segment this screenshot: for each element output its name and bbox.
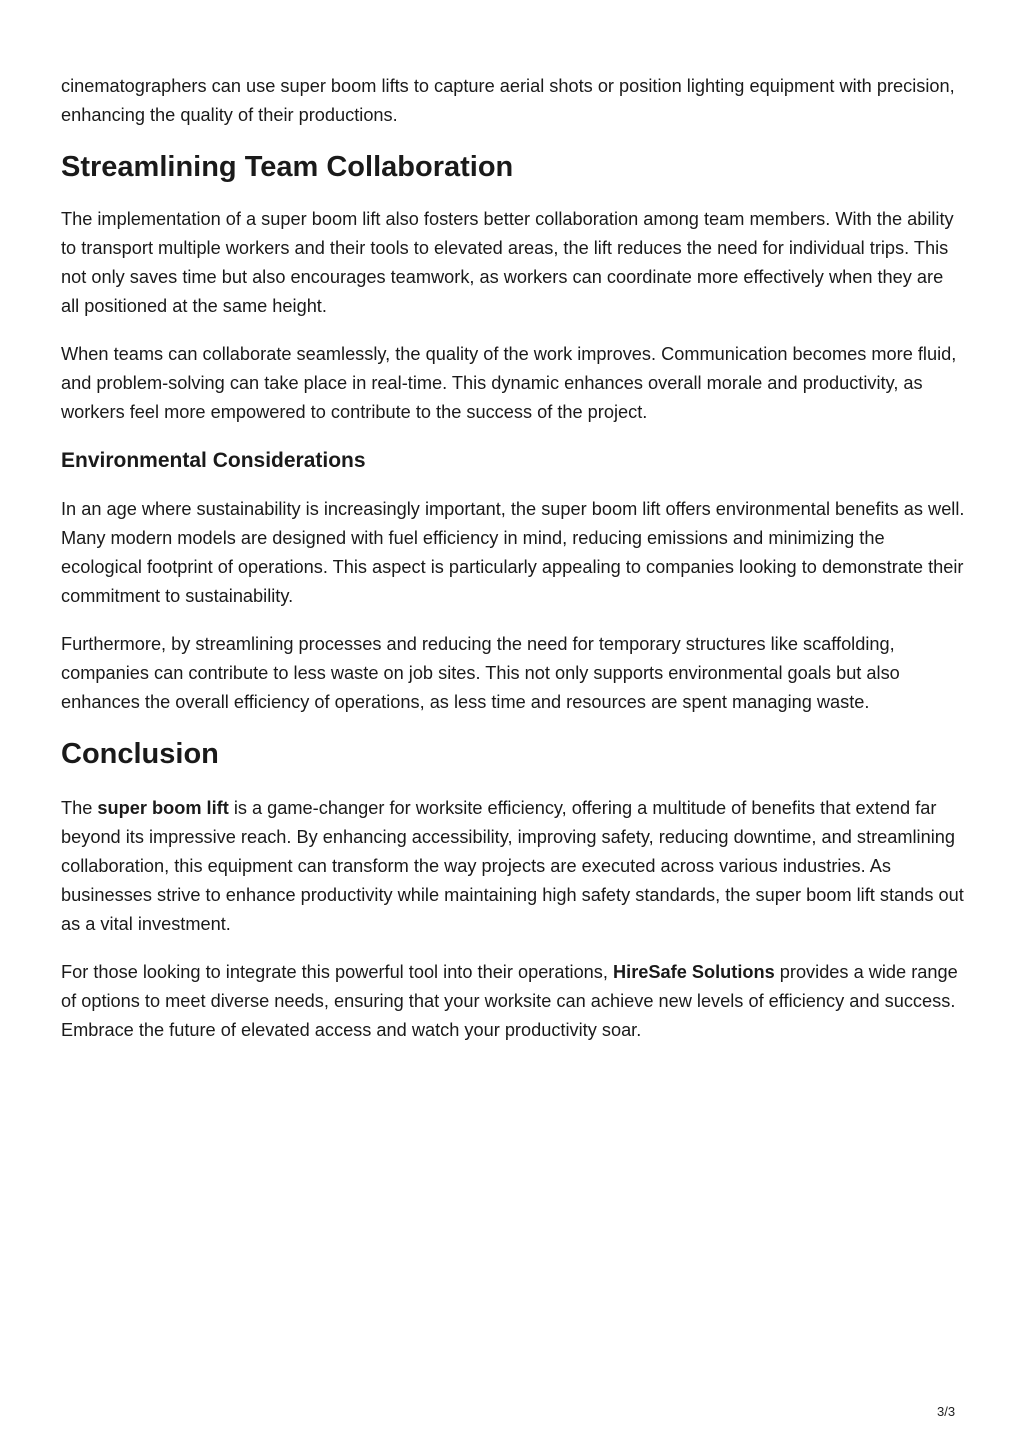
paragraph-environmental-2: Furthermore, by streamlining processes and reducing the need for temporary structures like scaffolding, companies can contribute to less waste on job sites. This not only supports environmental goals but also enhances the overall efficiency of operations, as less time and resources are spent managing waste. (61, 634, 900, 712)
conclusion-1-text-after: is a game-changer for worksite efficiency, offering a multitude of benefits that extend far beyond its impressive reach. By enhancing accessibility, improving safety, reducing downtime, and streamlining collaboration, this equipment can transform the way projects are executed across various industries. As businesses strive to enhance productivity while maintaining high safety standards, the super boom lift stands out as a vital investment. (61, 798, 964, 934)
paragraph-environmental-1: In an age where sustainability is increasingly important, the super boom lift offers environmental benefits as well. Many modern models are designed with fuel efficiency in mind, reducing emissions and minimizing the ecological footprint of operations. This aspect is particularly appealing to companies looking to demonstrate their commitment to sustainability. (61, 499, 965, 606)
paragraph-collaboration-1: The implementation of a super boom lift also fosters better collaboration among team members. With the ability to transport multiple workers and their tools to elevated areas, the lift reduces the need for individual trips. This not only saves time but also encourages teamwork, as workers can coordinate more effectively when they are all positioned at the same height. (61, 209, 954, 316)
paragraph-conclusion-2 (61, 958, 966, 1045)
section-heading-streamlining: Streamlining Team Collaboration (61, 151, 514, 183)
conclusion-1-text-before: The (61, 798, 98, 818)
bold-term-super-boom-lift: super boom lift (97, 798, 229, 818)
intro-paragraph: cinematographers can use super boom lifts to capture aerial shots or position lighting equipment with precision, enhancing the quality of their productions. (61, 76, 955, 125)
conclusion-2-text-after: provides a wide range of options to meet diverse needs, ensuring that your worksite can achieve new levels of efficiency and success. Embrace the future of elevated access and watch your productivity soar. (61, 962, 958, 1040)
document-body (61, 72, 966, 1064)
section-heading-environmental: Environmental Considerations (61, 449, 366, 472)
bold-company-name: HireSafe Solutions (613, 962, 775, 982)
paragraph-conclusion-1 (61, 794, 966, 939)
conclusion-2-text-before: For those looking to integrate this powerful tool into their operations, (61, 962, 614, 982)
page-number: 3/3 (937, 1404, 956, 1419)
paragraph-collaboration-2: When teams can collaborate seamlessly, the quality of the work improves. Communication becomes more fluid, and problem-solving can take place in real-time. This dynamic enhances overall morale and productivity, as workers feel more empowered to contribute to the success of the project. (61, 344, 957, 422)
section-heading-conclusion: Conclusion (61, 738, 219, 770)
